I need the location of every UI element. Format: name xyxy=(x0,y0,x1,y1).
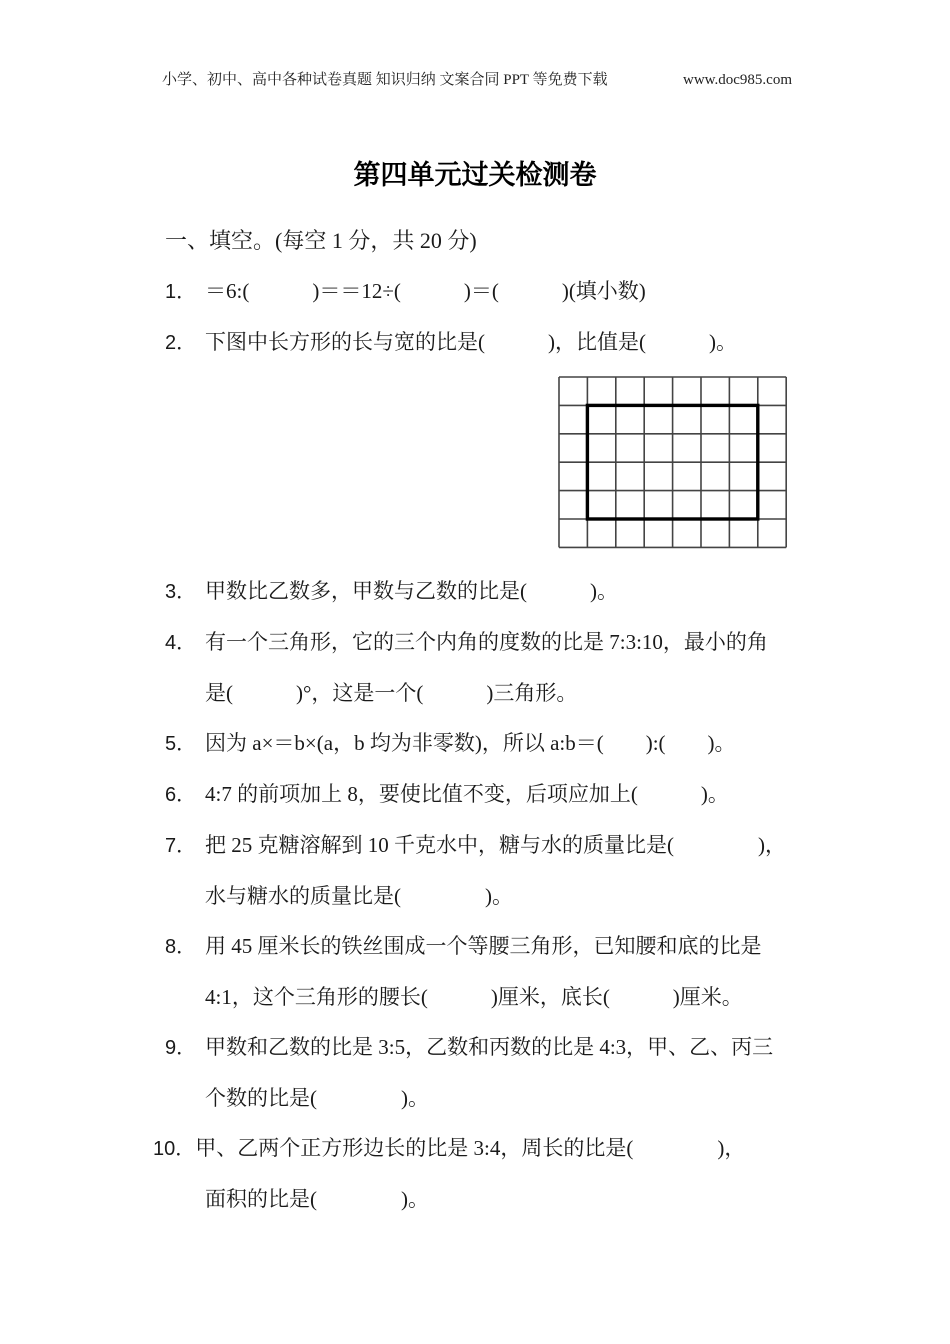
question-text: 4:7 的前项加上 8，要使比值不变，后项应加上( )。 xyxy=(205,782,729,807)
question-line xyxy=(165,769,825,820)
question-line xyxy=(165,317,825,368)
question-number: 5． xyxy=(165,733,197,756)
section-heading-text: 一、填空。(每空 1 分，共 20 分) xyxy=(165,228,477,253)
question-number: 4． xyxy=(165,632,197,655)
question xyxy=(165,820,825,921)
question-text: 面积的比是( )。 xyxy=(205,1187,429,1212)
page-header xyxy=(162,70,792,90)
question-line xyxy=(165,820,825,871)
question xyxy=(165,921,825,1022)
header-site-link[interactable]: www.doc985.com xyxy=(682,72,792,88)
question-line xyxy=(153,1123,825,1174)
question-line xyxy=(165,668,825,718)
question xyxy=(165,617,825,718)
question xyxy=(165,718,825,769)
question-text: 因为 a×＝b×(a，b 均为非零数)，所以 a:b＝( ):( )。 xyxy=(205,731,736,756)
question-text: ＝6:( )＝＝12÷( )＝( )(填小数) xyxy=(205,279,646,303)
question-line xyxy=(165,921,825,972)
question-number: 7． xyxy=(165,835,197,858)
question xyxy=(165,769,825,820)
question-line xyxy=(165,718,825,769)
question-text: 是( )°，这是一个( )三角形。 xyxy=(205,681,578,706)
question-number: 2． xyxy=(165,332,197,354)
question xyxy=(165,317,825,550)
question xyxy=(165,266,825,317)
question-number: 1． xyxy=(165,281,197,303)
question-text: 甲数和乙数的比是 3:5，乙数和丙数的比是 4:3，甲、乙、丙三 xyxy=(205,1035,774,1060)
question-number: 3． xyxy=(165,581,197,604)
question-text: 甲、乙两个正方形边长的比是 3:4，周长的比是( )， xyxy=(195,1136,746,1161)
page-title: 第四单元过关检测卷 xyxy=(353,160,597,190)
question-line xyxy=(165,871,825,921)
question-line xyxy=(165,617,825,668)
question xyxy=(153,1123,825,1224)
question-line xyxy=(165,1174,825,1224)
question-list xyxy=(153,266,825,1224)
question-text: 个数的比是( )。 xyxy=(205,1086,429,1111)
question-text: 下图中长方形的长与宽的比是( )，比值是( )。 xyxy=(205,330,737,354)
section-heading xyxy=(165,216,950,266)
question-text: 水与糖水的质量比是( )。 xyxy=(205,884,513,909)
question-number: 10． xyxy=(153,1138,196,1161)
question-line xyxy=(165,1022,825,1073)
question-number: 6． xyxy=(165,784,197,807)
question-text: 4:1，这个三角形的腰长( )厘米，底长( )厘米。 xyxy=(205,985,743,1010)
question-line xyxy=(165,972,825,1022)
question-text: 有一个三角形，它的三个内角的度数的比是 7:3:10，最小的角 xyxy=(205,630,768,655)
header-promo-text: 小学、初中、高中各种试卷真题 知识归纳 文案合同 PPT 等免费下载 xyxy=(162,72,608,88)
question-line xyxy=(165,1073,825,1123)
question xyxy=(165,1022,825,1123)
question-text: 用 45 厘米长的铁丝围成一个等腰三角形，已知腰和底的比是 xyxy=(205,934,762,959)
question-number: 9． xyxy=(165,1037,197,1060)
question-line xyxy=(165,566,825,617)
rectangle-grid-figure xyxy=(165,374,789,550)
question-line xyxy=(165,266,825,317)
question-number: 8． xyxy=(165,936,197,959)
question-text: 甲数比乙数多，甲数与乙数的比是( )。 xyxy=(205,579,618,604)
question xyxy=(165,566,825,617)
question-text: 把 25 克糖溶解到 10 千克水中，糖与水的质量比是( )， xyxy=(205,833,786,858)
